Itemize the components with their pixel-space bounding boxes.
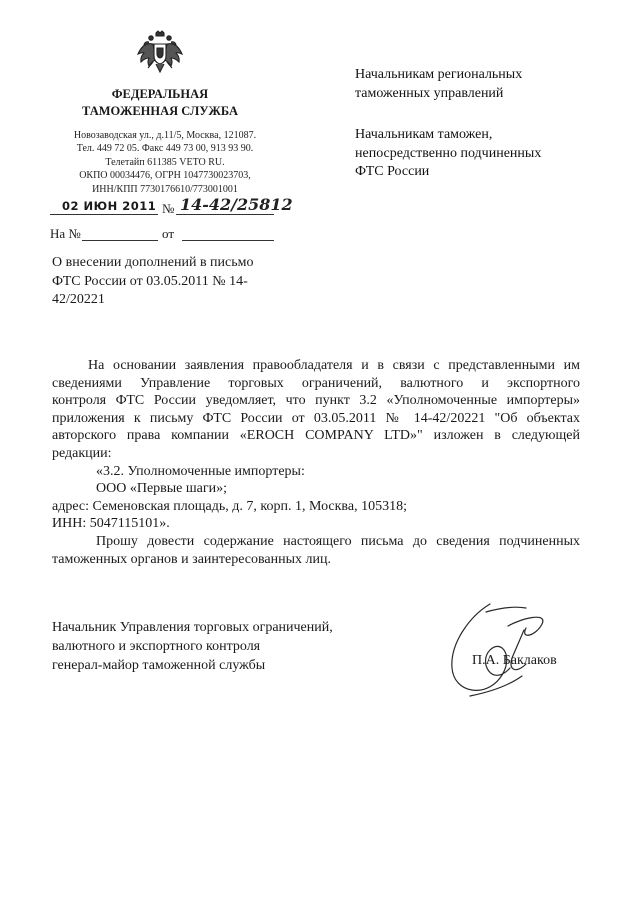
org-name-line1: ФЕДЕРАЛЬНАЯ [111, 87, 209, 101]
reference-number-label: На № [50, 226, 81, 241]
subject-line: ФТС России от 03.05.2011 № 14- [52, 273, 248, 289]
organization-name [60, 86, 260, 120]
phone-line: Тел. 449 72 05. Факс 449 73 00, 913 93 90. [76, 143, 254, 155]
addressee-line: таможенных управлений [355, 85, 504, 101]
signatory-line: генерал-майор таможенной службы [52, 658, 266, 673]
quoted-address: адрес: Семеновская площадь, д. 7, корп. 1, Москва, 105318; [52, 498, 407, 514]
addressee-line: непосредственно подчиненных [355, 145, 542, 161]
letter-subject [52, 254, 282, 310]
subject-line: О внесении дополнений в письмо [52, 255, 254, 270]
signatory-line: валютного и экспортного контроля [52, 639, 261, 654]
document-number: 14-42/25812 [180, 195, 293, 214]
document-date: 02 ИЮН 2011 [62, 199, 157, 213]
reference-date-underline [182, 240, 274, 241]
signatory-title [52, 618, 382, 675]
signatory-name: П.А. Баклаков [472, 653, 557, 668]
body-line: На основании заявления правообладателя и в связи с представленными им [88, 358, 580, 373]
body-line: авторского права компании «EROCH COMPANY LTD»" изложен в следующей [52, 428, 580, 444]
reference-date-label: от [162, 226, 175, 241]
letter-body [52, 357, 580, 568]
okpo-line: ОКПО 00034476, ОГРН 1047730023703, [79, 170, 251, 182]
number-underline [176, 214, 274, 215]
teletype-line: Телетайп 611385 VETO RU. [105, 156, 225, 168]
number-sign: № [162, 201, 175, 216]
date-underline [50, 214, 158, 215]
quoted-company: ООО «Первые шаги»; [96, 481, 228, 497]
body-line: сведениями Управление торговых ограничений, валютного и экспортного [52, 375, 580, 391]
addressee-line: Начальникам региональных [355, 67, 523, 82]
body-line: таможенных органов и заинтересованных лиц. [52, 551, 331, 567]
quoted-clause-heading: «3.2. Уполномоченные импортеры: [96, 463, 305, 479]
body-line: контроля ФТС России уведомляет, что пункт 3.2 «Уполномоченные импортеры» [52, 393, 580, 409]
signatory-line: Начальник Управления торговых ограничений, [52, 620, 333, 635]
body-line: приложения к письму ФТС России от 03.05.2011 № 14-42/20221 "Об объектах [52, 410, 580, 426]
quoted-inn: ИНН: 5047115101». [52, 516, 170, 532]
addressee-regional [355, 66, 522, 103]
addressee-customs [355, 126, 541, 182]
inn-line: ИНН/КПП 7730176610/773001001 [92, 183, 238, 195]
body-line: редакции: [52, 445, 112, 461]
coat-of-arms-emblem [136, 30, 184, 76]
addressee-line: ФТС России [355, 164, 430, 179]
subject-line: 42/20221 [52, 292, 105, 307]
addressee-line: Начальникам таможен, [355, 127, 493, 142]
org-name-line2: ТАМОЖЕННАЯ СЛУЖБА [82, 104, 238, 118]
reference-number-underline [82, 240, 158, 241]
body-line: Прошу довести содержание настоящего письма до сведения подчиненных [96, 533, 580, 549]
organization-requisites [40, 129, 290, 196]
address-line: Новозаводская ул., д.11/5, Москва, 121087. [73, 130, 257, 141]
